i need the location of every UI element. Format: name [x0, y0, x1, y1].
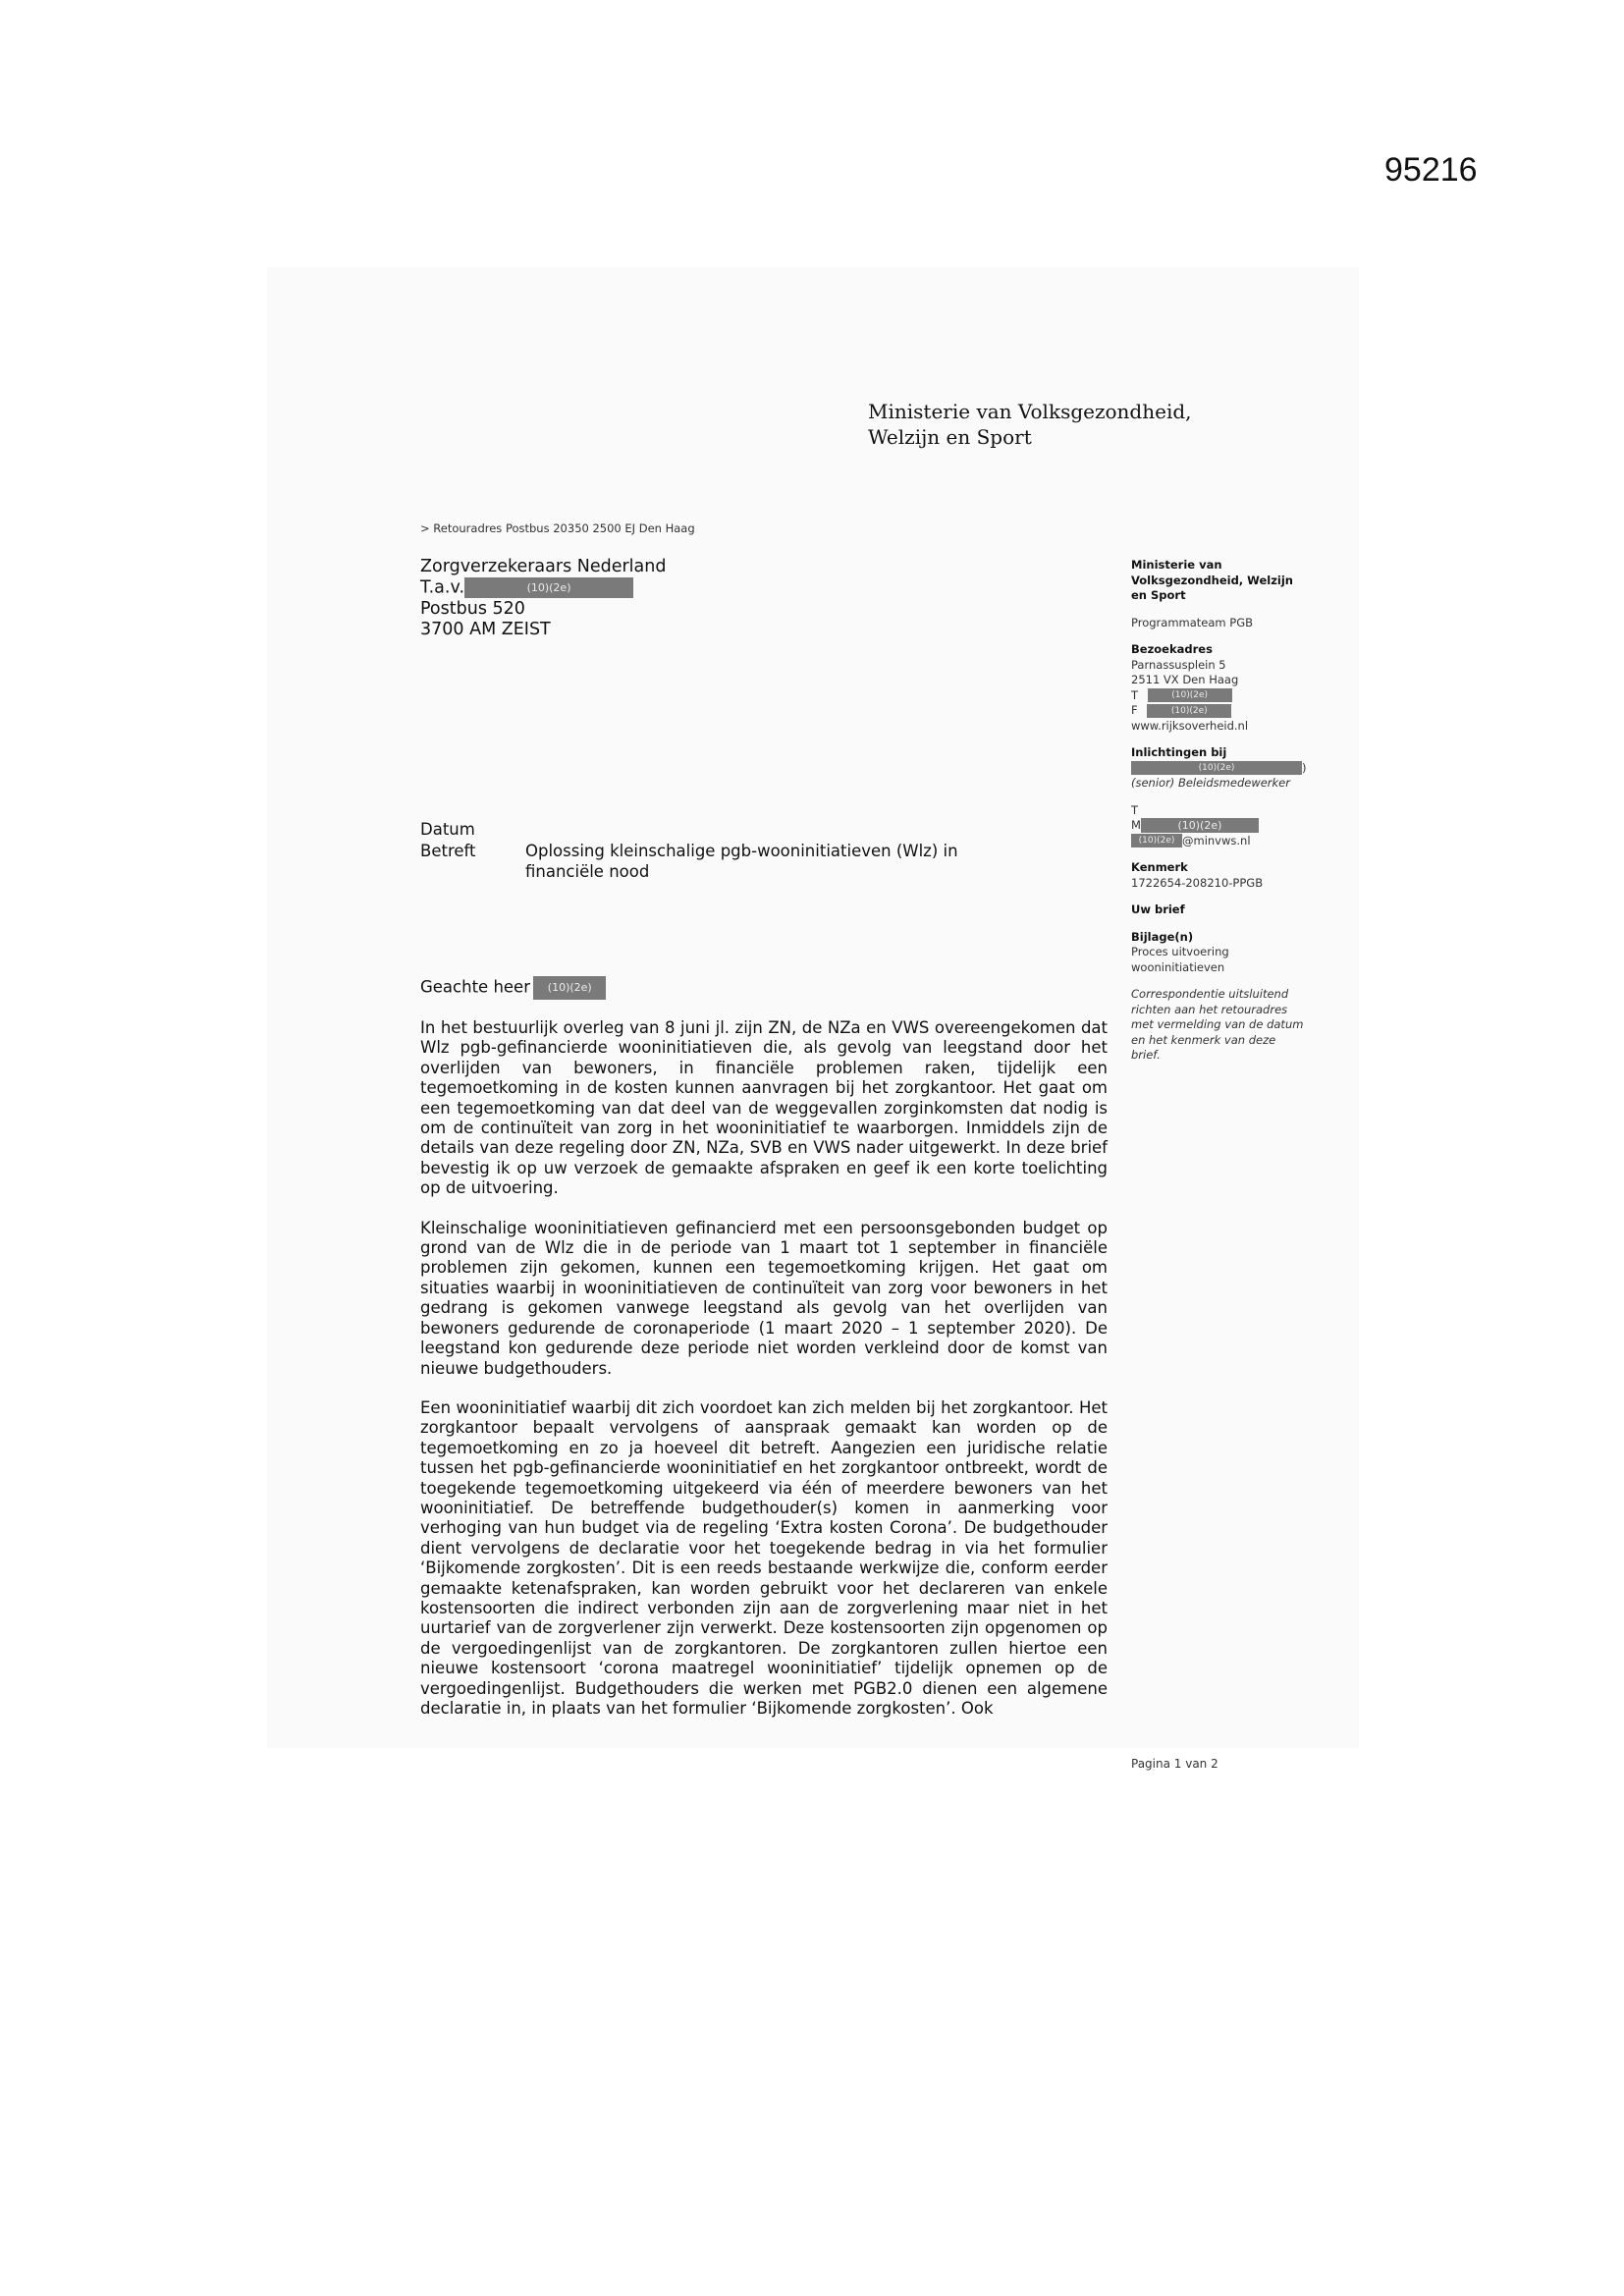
date-row [420, 819, 967, 841]
side-website: www.rijksoverheid.nl [1131, 718, 1249, 733]
side-phone [1131, 688, 1327, 704]
side-note-line: Correspondentie uitsluitend [1131, 987, 1289, 1001]
fax-label: F [1131, 703, 1138, 717]
side-info-label: Inlichtingen bij [1131, 745, 1227, 759]
recipient-org: Zorgverzekeraars Nederland [420, 557, 667, 576]
subject-label: Betreft [420, 841, 476, 860]
side-note-line: met vermelding van de datum [1131, 1017, 1304, 1031]
redaction-box: (10)(2e) [1148, 688, 1232, 702]
side-visit-street: Parnassusplein 5 [1131, 657, 1226, 672]
ministry-line-1: Ministerie van Volksgezondheid, [868, 400, 1192, 423]
side-kenmerk-label: Kenmerk [1131, 860, 1188, 874]
side-note-line: brief. [1131, 1048, 1161, 1062]
salutation-text: Geachte heer [420, 977, 530, 997]
redaction-box: (10)(2e) [1147, 704, 1231, 718]
redaction-box: (10)(2e) [1131, 761, 1302, 775]
body-paragraph: Kleinschalige wooninitiatieven gefinancierd met een persoonsgebonden budget op grond van de Wlz die in de periode van 1 maart tot 1 september in financiële problemen zijn gekomen, kunnen een tegemoetkoming krijgen. Het gaat om situaties waarbij in wooninitiatieven de continuïteit van zorg voor bewoners in het gedrang is gekomen vanwege leegstand als gevolg van het overlijden van bewoners gedurende de coronaperiode (1 maart 2020 – 1 september 2020). De leegstand kon gedurende deze periode niet worden verkleind door de komst van nieuwe budgethouders. [420, 1218, 1108, 1378]
side-visit-label: Bezoekadres [1131, 642, 1213, 656]
return-address: > Retouradres Postbus 20350 2500 EJ Den Haag [420, 521, 695, 535]
side-bijlage-line: Proces uitvoering [1131, 945, 1229, 958]
recipient-city: 3700 AM ZEIST [420, 619, 551, 639]
side-info-contact [1131, 761, 1327, 777]
phone-label: T [1131, 687, 1139, 702]
body-paragraph: In het bestuurlijk overleg van 8 juni jl. zijn ZN, de NZa en VWS overeengekomen dat Wlz pgb-gefinancierde wooninitiatieven die, als gevolg van leegstand door het overlijden van bewoners, in financiële problemen raken, tijdelijk een tegemoetkoming in de kosten kunnen aanvragen bij het zorgkantoor. Het gaat om een tegemoetkoming van dat deel van de weggevallen zorginkomsten dat nodig is om de continuïteit van zorg in het wooninitiatief te waarborgen. Inmiddels zijn de details van deze regeling door ZN, NZa, SVB en VWS nader uitgewerkt. In deze brief bevestig ik op uw verzoek de gemaakte afspraken en geef ik een korte toelichting op de uitvoering. [420, 1018, 1108, 1198]
subject-row [420, 841, 967, 883]
email-suffix: @minvws.nl [1182, 833, 1251, 847]
letter-meta [420, 819, 967, 883]
side-contact-m [1131, 818, 1327, 834]
side-org-line: Ministerie van [1131, 558, 1222, 572]
date-label: Datum [420, 820, 475, 839]
subject-value: Oplossing kleinschalige pgb-wooninitiatieven (Wlz) in financiële nood [525, 841, 958, 881]
info-close-paren: ) [1302, 760, 1307, 775]
side-org-line: en Sport [1131, 588, 1186, 602]
date-value [525, 819, 967, 841]
side-contact-t: T [1131, 802, 1139, 817]
letter-body [420, 1018, 1108, 1738]
document-number: 95216 [1384, 151, 1478, 189]
side-info-role: (senior) Beleidsmedewerker [1131, 776, 1290, 790]
ministry-line-2: Welzijn en Sport [868, 425, 1032, 449]
recipient-postbus: Postbus 520 [420, 598, 525, 619]
ministry-logo-text [868, 399, 1192, 450]
redaction-box: (10)(2e) [464, 577, 633, 598]
side-fax [1131, 703, 1327, 719]
page-number: Pagina 1 van 2 [1131, 1757, 1218, 1771]
recipient-attn [420, 577, 666, 599]
side-note-line: richten aan het retouradres [1131, 1002, 1288, 1016]
side-email [1131, 834, 1327, 849]
contact-m-label: M [1131, 818, 1141, 832]
salutation [420, 976, 606, 1000]
side-bijlage-line: wooninitiatieven [1131, 959, 1225, 974]
side-visit-city: 2511 VX Den Haag [1131, 673, 1239, 686]
side-team: Programmateam PGB [1131, 615, 1253, 629]
body-paragraph: Een wooninitiatief waarbij dit zich voordoet kan zich melden bij het zorgkantoor. Het zorgkantoor bepaalt vervolgens of aanspraak gemaakt kan worden op de tegemoetkoming en zo ja hoeveel dit betreft. Aangezien een juridische relatie tussen het pgb-gefinancierde wooninitiatief en het zorgkantoor ontbreekt, wordt de toegekende tegemoetkoming uitgekeerd via één of meerdere bewoners van het wooninitiatief. De betreffende budgethouder(s) komen in aanmerking voor verhoging van hun budget via de regeling ‘Extra kosten Corona’. De budgethouder dient vervolgens de declaratie voor het toegekende bedrag in via het formulier ‘Bijkomende zorgkosten’. Dit is een reeds bestaande werkwijze die, conform eerder gemaakte ketenafspraken, kan worden gebruikt voor het declareren van enkele kostensoorten die indirect verbonden zijn aan de zorgverlening maar niet in het uurtarief van de zorgverlener zijn verwerkt. Deze kostensoorten zijn opgenomen op de vergoedingenlijst van de zorgkantoren. De zorgkantoren zullen hiertoe een nieuwe kostensoort ‘corona maatregel wooninitiatief’ tijdelijk opnemen op de vergoedingenlijst. Budgethouders die werken met PGB2.0 dienen een algemene declaratie in, in plaats van het formulier ‘Bijkomende zorgkosten’. Ook [420, 1397, 1108, 1718]
sidebar-colofon [1131, 558, 1327, 1064]
side-bijlage-label: Bijlage(n) [1131, 929, 1194, 944]
side-note-line: en het kenmerk van deze [1131, 1032, 1276, 1047]
side-kenmerk-value: 1722654-208210-PPGB [1131, 875, 1264, 890]
attn-label: T.a.v. [420, 577, 465, 598]
redaction-box: (10)(2e) [1131, 834, 1182, 847]
side-uwbrief-label: Uw brief [1131, 902, 1185, 916]
side-org-line: Volksgezondheid, Welzijn [1131, 573, 1293, 587]
redaction-box: (10)(2e) [533, 976, 606, 1000]
recipient-address [420, 557, 666, 640]
redaction-box: (10)(2e) [1141, 818, 1259, 833]
